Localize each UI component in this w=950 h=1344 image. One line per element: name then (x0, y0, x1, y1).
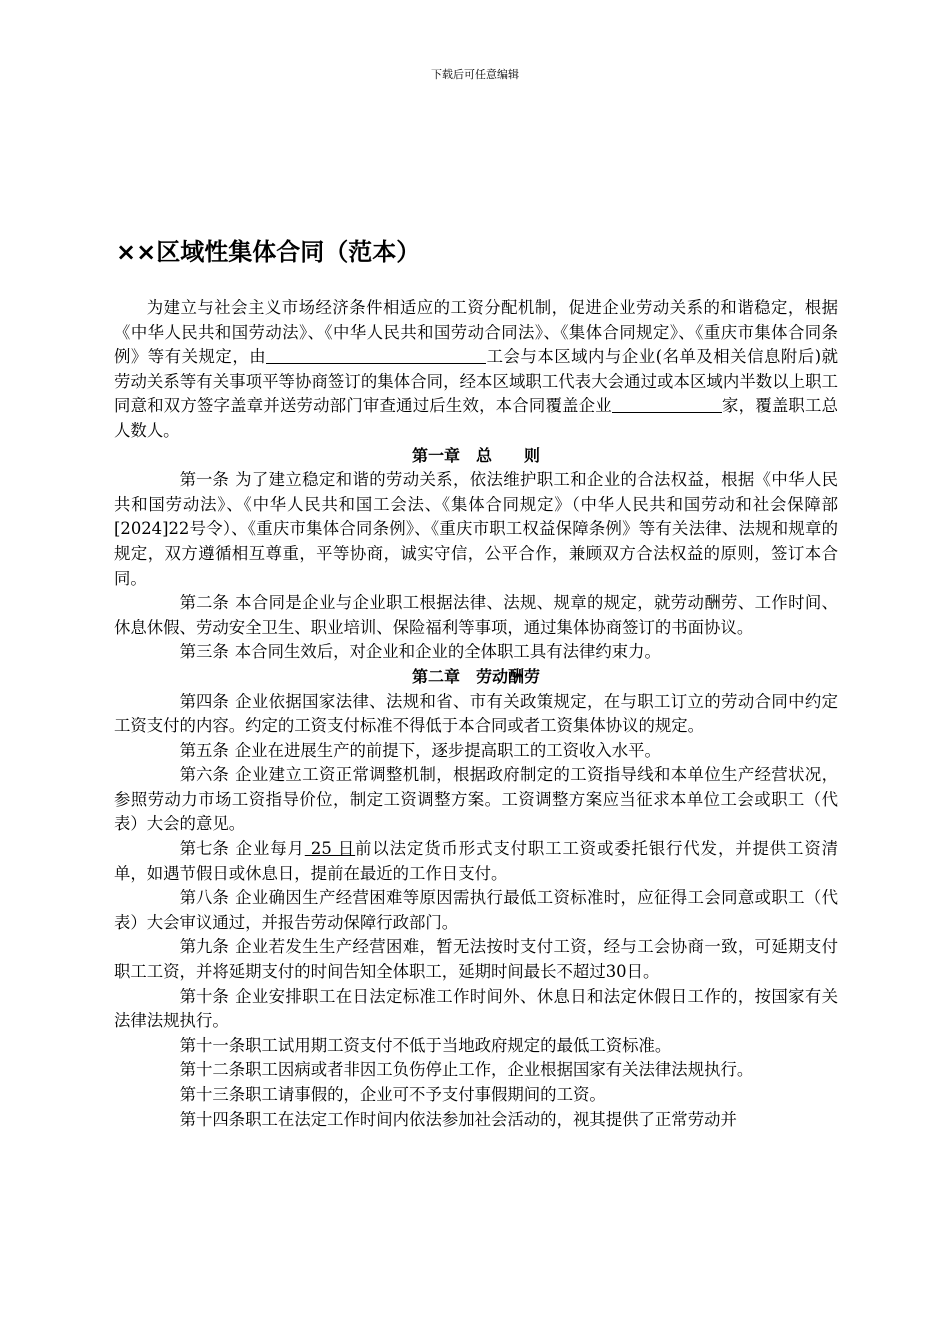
enterprise-count-blank (612, 396, 722, 413)
article: 第十条 企业安排职工在日法定标准工作时间外、休息日和法定休假日工作的，按国家有关法律法规执行。 (114, 986, 838, 1031)
union-name-blank (266, 347, 486, 364)
article: 第一条 为了建立稳定和谐的劳动关系，依法维护职工和企业的合法权益，根据《中华人民共和国劳动法》、《中华人民共和国工会法、《集体合同规定》（中华人民共和国劳动和社会保障部[2024]22号令）、《重庆市集体合同条例》、《重庆市职工权益保障条例》等有关法律、法规和规章的规定，双方遵循相互尊重，平等协商，诚实守信，公平合作，兼顾双方合法权益的原则，签订本合同。 (114, 470, 838, 588)
article: 第十二条职工因病或者非因工负伤停止工作，企业根据国家有关法律法规执行。 (179, 1060, 754, 1080)
article: 第二条 本合同是企业与企业职工根据法律、法规、规章的规定，就劳动酬劳、工作时间、休息休假、劳动安全卫生、职业培训、保险福利等事项，通过集体协商签订的书面协议。 (114, 593, 838, 637)
article: 第七条 企业每月 25 日前以法定货币形式支付职工工资或委托银行代发，并提供工资清单，如遇节假日或休息日，提前在最近的工作日支付。 (114, 839, 838, 883)
pay-day: 25 日 (304, 839, 356, 859)
chapter-heading: 第一章 总 则 (411, 445, 540, 465)
article: 第六条 企业建立工资正常调整机制，根据政府制定的工资指导线和本单位生产经营状况，参照劳动力市场工资指导价位，制定工资调整方案。工资调整方案应当征求本单位工会或职工（代表）大会的意见。 (114, 765, 838, 834)
chapter-heading: 第二章 劳动酬劳 (411, 666, 540, 686)
article: 第八条 企业确因生产经营困难等原因需执行最低工资标准时，应征得工会同意或职工（代表）大会审议通过，并报告劳动保障行政部门。 (114, 888, 838, 932)
header-note: 下载后可任意编辑 (431, 68, 519, 81)
article: 第九条 企业若发生生产经营困难，暂无法按时支付工资，经与工会协商一致，可延期支付职工工资，并将延期支付的时间告知全体职工，延期时间最长不超过30日。 (114, 937, 838, 982)
article: 第十三条职工请事假的，企业可不予支付事假期间的工资。 (179, 1085, 606, 1104)
article: 第五条 企业在进展生产的前提下，逐步提高职工的工资收入水平。 (179, 740, 661, 760)
preamble-paragraph: 为建立与社会主义市场经济条件相适应的工资分配机制，促进企业劳动关系的和谐稳定，根据《中华人民共和国劳动法》、《中华人民共和国劳动合同法》、《集体合同规定》、《重庆市集体合同条例》等有关规定，由 工会与本区域内与企业(名单及相关信息附后)就劳动关系等有关事项平等协商签订的集体合同，经本区域职工代表大会通过或本区域内半数以上职工同意和双方签字盖章并送劳动部门审查通过后生效，本合同覆盖企业 家，覆盖职工总人数人。 (114, 298, 839, 440)
article: 第十四条职工在法定工作时间内依法参加社会活动的，视其提供了正常劳动并 (179, 1109, 737, 1129)
article: 第三条 本合同生效后，对企业和企业的全体职工具有法律约束力。 (179, 642, 661, 662)
document-body (114, 296, 838, 1132)
document-title: ××区域性集体合同（范本） (116, 238, 421, 266)
article: 第十一条职工试用期工资支付不低于当地政府规定的最低工资标准。 (179, 1035, 672, 1055)
article: 第四条 企业依据国家法律、法规和省、市有关政策规定，在与职工订立的劳动合同中约定工资支付的内容。约定的工资支付标准不得低于本合同或者工资集体协议的规定。 (114, 691, 838, 736)
